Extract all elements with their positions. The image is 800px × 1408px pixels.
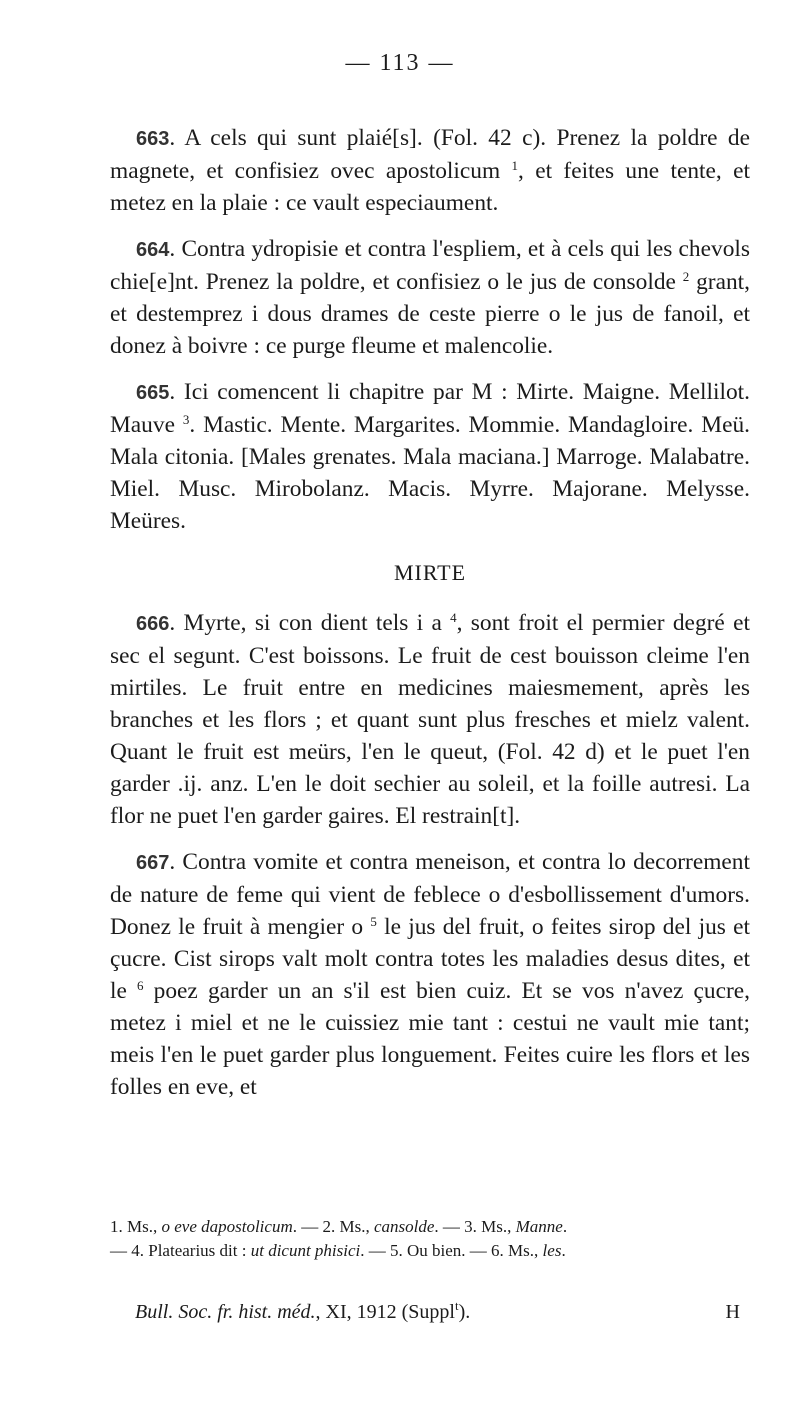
paragraph-667 bbox=[110, 846, 750, 1103]
paragraph-text: , et feites une tente, et metez en la plaie : ce vault especiaument. bbox=[110, 158, 750, 216]
signature-mark: H bbox=[725, 1301, 740, 1323]
footnote-line-1 bbox=[110, 1215, 760, 1239]
footnote-text: . — 3. Ms., bbox=[434, 1217, 516, 1236]
paragraph-664 bbox=[110, 233, 750, 362]
footnote-text: . bbox=[561, 1241, 566, 1260]
paragraph-text: . Mastic. Mente. Margarites. Mommie. Mandagloire. Meü. Mala citonia. [Males grenates. Mala maciana.] Marroge. Malabatre. Miel. Musc. Mirobolanz. Macis. Myrre. Majorane. Melysse. Meüres. bbox=[110, 412, 750, 534]
footnote-italic-text: o eve dapostolicum bbox=[161, 1217, 293, 1236]
footnote-marker: 2 bbox=[682, 269, 690, 284]
footnote-line-2 bbox=[110, 1239, 760, 1263]
journal-suppl-sup: t bbox=[455, 1298, 459, 1313]
footnote-text: 1. Ms., bbox=[110, 1217, 162, 1236]
footnotes bbox=[110, 1215, 760, 1263]
paragraph-text: le jus del fruit, o feites sirop del jus et çucre. Cist sirops valt molt contra totes les maladies desus dites, et le bbox=[110, 914, 751, 1004]
journal-title: Bull. Soc. fr. hist. méd. bbox=[135, 1301, 316, 1323]
footnote-text: — 4. Platearius dit : bbox=[110, 1241, 251, 1260]
page-footer bbox=[135, 1298, 740, 1324]
paragraph-number: 667 bbox=[136, 852, 170, 874]
paragraph-text: poez garder un an s'il est bien cuiz. Et se vos n'avez çucre, metez i miel et ne le cuissiez mie tant : cestui ne vault mie tant; meis l'en le puet garder plus longuement. Feites cuire les flors et les folles en eve, et bbox=[110, 978, 750, 1100]
journal-volume-end: ). bbox=[458, 1301, 471, 1323]
paragraph-number: 666 bbox=[136, 613, 170, 635]
journal-volume: , XI, 1912 (Suppl bbox=[315, 1301, 455, 1323]
footnote-marker: 5 bbox=[370, 914, 377, 929]
footnote-marker: 3 bbox=[182, 412, 190, 427]
footnote-marker: 6 bbox=[137, 978, 144, 993]
paragraph-text: . Myrte, si con dient tels i a bbox=[169, 610, 451, 636]
journal-citation bbox=[135, 1298, 471, 1324]
body-text bbox=[110, 122, 750, 1103]
paragraph-text: , sont froit el permier degré et sec el segunt. C'est boissons. Le fruit de cest bouisson cleime l'en mirtiles. Le fruit entre en medicines maiesmement, après les branches et les flors ; et quant sunt plus fresches et mielz valent. Quant le fruit est meürs, l'en le queut, (Fol. 42 d) et le puet l'en garder .ij. anz. L'en le doit sechier au soleil, et la foille autresi. La flor ne puet l'en garder gaires. El restrain[t]. bbox=[110, 610, 750, 829]
paragraph-665 bbox=[110, 376, 750, 537]
section-heading: MIRTE bbox=[393, 560, 467, 585]
footnote-marker: 1 bbox=[511, 158, 519, 173]
footnote-marker: 4 bbox=[450, 610, 457, 625]
paragraph-number: 665 bbox=[136, 382, 170, 404]
footnote-text: . — 5. Ou bien. — 6. Ms., bbox=[360, 1241, 543, 1260]
paragraph-number: 664 bbox=[136, 239, 170, 261]
footnote-text: . bbox=[562, 1217, 568, 1236]
paragraph-text: . A cels qui sunt plaié[s]. (Fol. 42 c). Prenez la poldre de magnete, et confisiez ovec apostolicum bbox=[110, 125, 750, 184]
page-number: — 113 — bbox=[345, 50, 455, 76]
footnote-italic-text: Manne bbox=[515, 1217, 563, 1236]
footnote-italic-text: cansolde bbox=[373, 1217, 435, 1236]
paragraph-666 bbox=[110, 607, 750, 832]
paragraph-663 bbox=[110, 122, 750, 219]
footnote-text: . — 2. Ms., bbox=[292, 1217, 374, 1236]
paragraph-text: grant, et destemprez i dous drames de ceste pierre o le jus de fanoil, et donez à boivre : ce purge fleume et malencolie. bbox=[110, 269, 750, 359]
footnote-italic-text: ut dicunt phisici bbox=[250, 1241, 361, 1260]
paragraph-text: . Contra ydropisie et contra l'espliem, et à cels qui les chevols chie[e]nt. Prenez la poldre, et confisiez o le jus de consolde bbox=[110, 236, 750, 295]
paragraph-text: . Contra vomite et contra meneison, et contra lo decorrement de nature de feme qui vient de feblece o d'esbollissement d'umors. Donez le fruit à mengier o bbox=[110, 849, 750, 940]
footnote-italic-text: les bbox=[542, 1241, 562, 1260]
paragraph-number: 663 bbox=[136, 128, 170, 150]
paragraph-text: . Ici comencent li chapitre par M : Mirte. Maigne. Mellilot. Mauve bbox=[110, 379, 750, 438]
